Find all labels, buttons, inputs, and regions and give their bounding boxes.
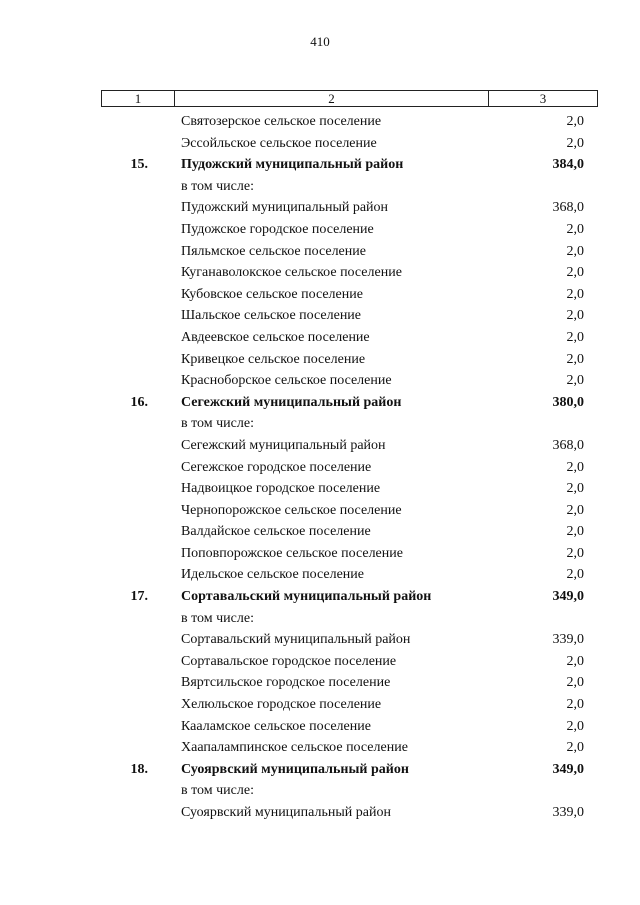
- row-name: Авдеевское сельское поселение: [181, 329, 370, 345]
- table-row: [0, 435, 640, 457]
- row-name: Сегежский муниципальный район: [181, 394, 402, 410]
- row-value: 368,0: [552, 437, 584, 453]
- row-name: Кривецкое сельское поселение: [181, 351, 366, 367]
- table-row: [0, 327, 640, 349]
- row-value: 2,0: [566, 265, 584, 281]
- row-value: 380,0: [552, 394, 584, 410]
- row-name: Поповпорожское сельское поселение: [181, 545, 403, 561]
- table-row: [0, 500, 640, 522]
- row-value: 349,0: [552, 589, 584, 605]
- row-value: 384,0: [552, 157, 584, 173]
- table-row: [0, 737, 640, 759]
- row-name: Идельское сельское поселение: [181, 567, 365, 583]
- row-name: Сортавальский муниципальный район: [181, 632, 411, 648]
- table-row: [0, 219, 640, 241]
- table-row: [0, 370, 640, 392]
- row-value: 2,0: [566, 351, 584, 367]
- table-row: [0, 629, 640, 651]
- row-number: 16.: [130, 394, 148, 410]
- row-value: 2,0: [566, 524, 584, 540]
- row-name: Хаапалампинское сельское поселение: [181, 740, 408, 756]
- row-name: Чернопорожское сельское поселение: [181, 502, 402, 518]
- row-value: 368,0: [552, 200, 584, 216]
- row-value: 2,0: [566, 329, 584, 345]
- row-value: 2,0: [566, 221, 584, 237]
- row-name: в том числе:: [181, 178, 254, 194]
- row-name: Хелюльское городское поселение: [181, 697, 382, 713]
- row-value: 2,0: [566, 675, 584, 691]
- row-value: 2,0: [566, 135, 584, 151]
- row-name: в том числе:: [181, 783, 254, 799]
- row-name: Сегежский муниципальный район: [181, 437, 386, 453]
- district-row: [0, 154, 640, 176]
- row-value: 339,0: [552, 805, 584, 820]
- table-body: [0, 111, 640, 824]
- row-name: в том числе:: [181, 610, 254, 626]
- row-value: 2,0: [566, 243, 584, 259]
- row-value: 2,0: [566, 308, 584, 324]
- row-value: 2,0: [566, 567, 584, 583]
- table-row: [0, 111, 640, 133]
- column-header-2: 2: [175, 91, 489, 106]
- page-number: 410: [310, 34, 330, 49]
- row-value: 2,0: [566, 740, 584, 756]
- table-row: [0, 564, 640, 586]
- table-row: [0, 176, 640, 198]
- row-name: Шальское сельское поселение: [181, 308, 362, 324]
- table-row: [0, 262, 640, 284]
- table-row: [0, 694, 640, 716]
- table-row: [0, 672, 640, 694]
- row-name: Суоярвский муниципальный район: [181, 805, 391, 820]
- row-name: Пяльмское сельское поселение: [181, 243, 366, 259]
- table-row: [0, 716, 640, 738]
- row-name: Сегежское городское поселение: [181, 459, 372, 475]
- row-name: Вяртсильское городское поселение: [181, 675, 391, 691]
- table-row: [0, 780, 640, 802]
- district-row: [0, 759, 640, 781]
- district-row: [0, 392, 640, 414]
- table-header: [101, 90, 598, 107]
- row-name: Святозерское сельское поселение: [181, 114, 382, 129]
- table-row: [0, 478, 640, 500]
- row-name: Куганаволокское сельское поселение: [181, 265, 402, 281]
- row-name: Эссойльское сельское поселение: [181, 135, 377, 151]
- table-row: [0, 197, 640, 219]
- table-row: [0, 349, 640, 371]
- table-row: [0, 521, 640, 543]
- row-value: 2,0: [566, 481, 584, 497]
- row-name: Кааламское сельское поселение: [181, 718, 371, 734]
- row-value: 349,0: [552, 761, 584, 777]
- row-name: Пудожское городское поселение: [181, 221, 374, 237]
- district-row: [0, 586, 640, 608]
- table-row: [0, 305, 640, 327]
- table-row: [0, 543, 640, 565]
- row-name: Суоярвский муниципальный район: [181, 761, 409, 777]
- row-name: Пудожский муниципальный район: [181, 200, 389, 216]
- table-row: [0, 608, 640, 630]
- row-value: 2,0: [566, 459, 584, 475]
- row-name: Красноборское сельское поселение: [181, 373, 392, 389]
- row-value: 339,0: [552, 632, 584, 648]
- table-row: [0, 133, 640, 155]
- row-name: Валдайское сельское поселение: [181, 524, 371, 540]
- row-value: 2,0: [566, 373, 584, 389]
- row-value: 2,0: [566, 286, 584, 302]
- table-row: [0, 413, 640, 435]
- row-value: 2,0: [566, 653, 584, 669]
- row-number: 17.: [130, 589, 148, 605]
- table-row: [0, 284, 640, 306]
- table-row: [0, 651, 640, 673]
- row-name: Сортавальский муниципальный район: [181, 589, 432, 605]
- table-row: [0, 802, 640, 824]
- row-name: Сортавальское городское поселение: [181, 653, 397, 669]
- row-value: 2,0: [566, 697, 584, 713]
- column-header-1: 1: [102, 91, 175, 106]
- row-name: Надвоицкое городское поселение: [181, 481, 381, 497]
- row-value: 2,0: [566, 114, 584, 129]
- row-value: 2,0: [566, 502, 584, 518]
- column-header-3: 3: [539, 91, 547, 106]
- row-name: в том числе:: [181, 416, 254, 432]
- table-row: [0, 241, 640, 263]
- table-row: [0, 457, 640, 479]
- row-value: 2,0: [566, 545, 584, 561]
- row-name: Пудожский муниципальный район: [181, 157, 404, 173]
- row-number: 15.: [130, 157, 148, 173]
- row-number: 18.: [130, 761, 148, 777]
- row-value: 2,0: [566, 718, 584, 734]
- row-name: Кубовское сельское поселение: [181, 286, 363, 302]
